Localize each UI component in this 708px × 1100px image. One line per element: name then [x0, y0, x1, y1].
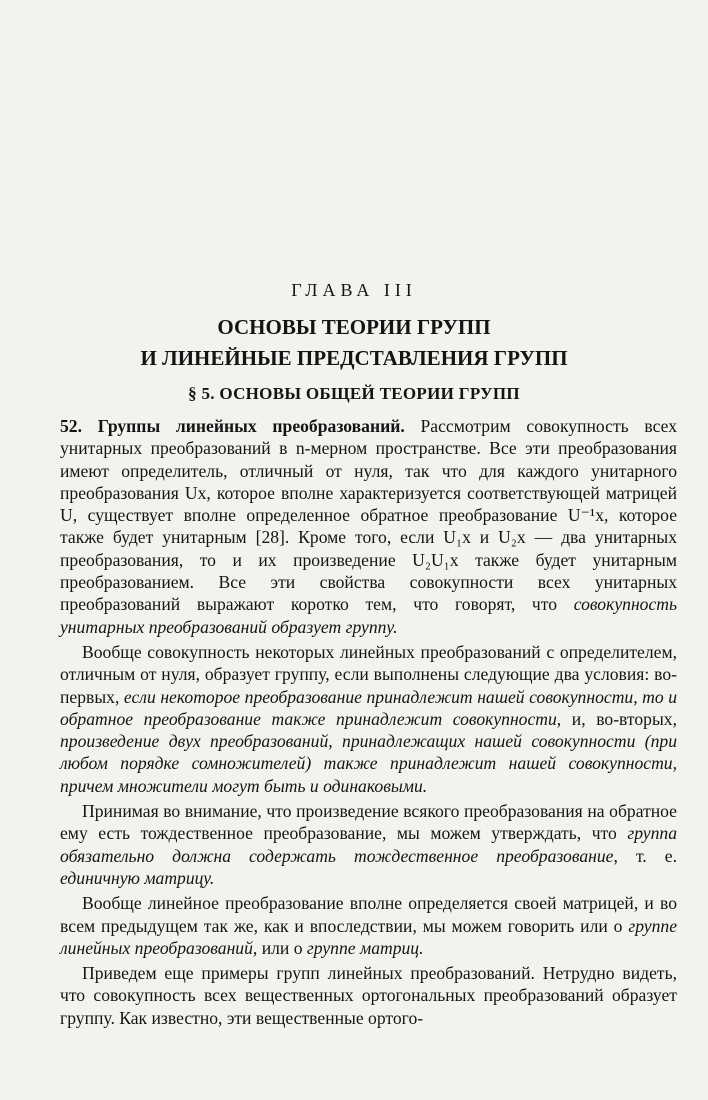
paragraph-text: Принимая во внимание, что произведение всякого преобразования на обратное ему есть тождественное преобразование, мы можем утверждать, что	[60, 801, 677, 844]
paragraph-3	[60, 800, 677, 889]
emphasis-text: группе матриц.	[306, 937, 424, 958]
subsection-title: 52. Группы линейных преобразований.	[60, 416, 405, 436]
chapter-title-line-1: ОСНОВЫ ТЕОРИИ ГРУПП	[217, 315, 491, 339]
emphasis-text: произведение двух преобразований, принадлежащих нашей совокупности (при любом порядке сомножителей) также принадлежит нашей совокупности, причем множители могут быть и одинаковыми.	[60, 731, 677, 796]
chapter-title	[0, 312, 708, 374]
emphasis-text: совокупность унитарных преобразований образует группу.	[60, 594, 677, 637]
emphasis-text: единичную матрицу.	[60, 867, 215, 888]
paragraph-text: , или о	[252, 937, 307, 958]
body-text	[60, 415, 677, 1032]
section-heading: § 5. ОСНОВЫ ОБЩЕЙ ТЕОРИИ ГРУПП	[188, 384, 520, 403]
paragraph-4	[60, 892, 677, 959]
emphasis-text: если некоторое преобразование принадлежит нашей совокупности, то и обратное преобразование также принадлежит совокупности	[60, 686, 677, 729]
paragraph-text: Приведем еще примеры групп линейных преобразований. Нетрудно видеть, что совокупность всех вещественных ортогональных преобразований образует группу. Как известно, эти вещественные ортого-	[60, 963, 677, 1028]
paragraph-text: Рассмотрим совокупность всех унитарных преобразований в n-мерном пространстве. Все эти преобразования имеют определитель, отличный от нуля, так что для каждого унитарного преобразования Ux, которое вполне характеризуется соответствующей матрицей U, существует вполне определенное обратное преобразование U⁻¹x, которое также будет унитарным [28]. Кроме того, если U₁x и U₂x — два унитарных преобразования, то и их произведение U₂U₁x также будет унитарным преобразованием. Все эти свойства совокупности всех унитарных преобразований выражают коротко тем, что говорят, что	[60, 416, 677, 615]
paragraph-text: , т. е.	[613, 845, 677, 866]
paragraph-text: Вообще линейное преобразование вполне определяется своей матрицей, и во всем предыдущем так же, как и впоследствии, мы можем говорить или о	[60, 893, 677, 936]
chapter-heading: ГЛАВА III	[291, 280, 417, 300]
paragraph-text: , и, во-вторых,	[556, 708, 677, 729]
paragraph-text: Вообще совокупность некоторых линейных преобразований с определителем, отличным от нуля, образует группу, если выполнены следующие два условия: во-первых,	[60, 641, 677, 707]
paragraph-1	[60, 415, 677, 638]
paragraph-2	[60, 641, 677, 797]
emphasis-text: группе линейных преобразований	[60, 915, 677, 958]
emphasis-text: группа обязательно должна содержать тождественное преобразование	[60, 823, 677, 866]
chapter-title-line-2: И ЛИНЕЙНЫЕ ПРЕДСТАВЛЕНИЯ ГРУПП	[140, 346, 568, 370]
paragraph-5	[60, 962, 677, 1029]
